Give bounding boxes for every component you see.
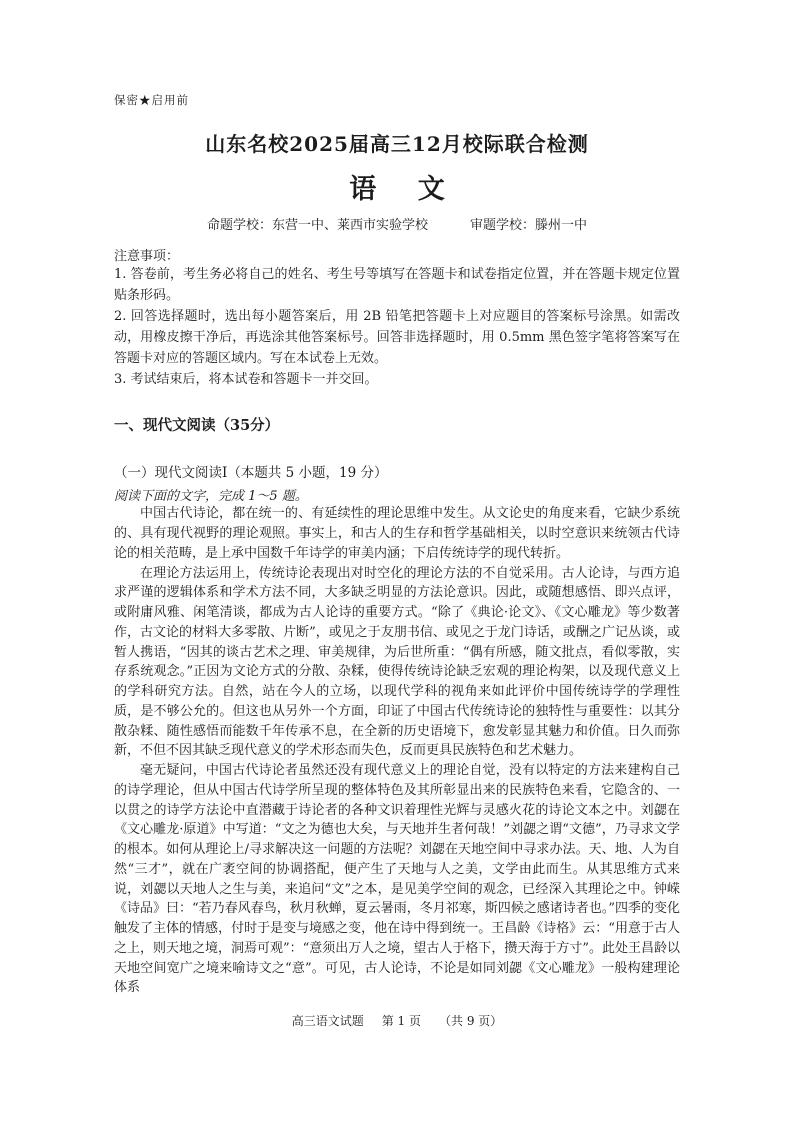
confidential-notice: 保密★启用前 — [114, 93, 189, 107]
footer-total-pages: （共 9 页） — [439, 1014, 503, 1029]
footer-doc-name: 高三语文试题 — [291, 1014, 364, 1029]
note-item: 1. 答卷前，考生务必将自己的姓名、考生号等填写在答题卡和试卷指定位置，并在答题卡规定位置贴条形码。 — [114, 267, 680, 304]
footer-page-number: 第 1 页 — [381, 1014, 421, 1029]
reviewing-school: 审题学校：滕州一中 — [470, 218, 588, 233]
body-paragraphs — [114, 504, 680, 998]
body-paragraph: 中国古代诗论，都在统一的、有延续性的理论思维中发生。从文论史的角度来看，它缺少系统的、具有现代视野的理论观照。事实上，和古人的生存和哲学基础相关，以时空意识来统领古代诗论的相关范畴，是上承中国数千年诗学的审美内涵；下启传统诗学的现代转折。 — [114, 506, 680, 561]
notes-list — [114, 264, 680, 390]
body-paragraph: 毫无疑问，中国古代诗论者虽然还没有现代意义上的理论自觉，没有以特定的方法来建构自己的诗学理论，但从中国古代诗学所呈现的整体特色及其所彰显出来的民族特色来看，它隐含的、一以贯之的诗学方法论中直潜藏于诗论者的各种文识着理性光辉与灵感火花的诗论文本之中。刘勰在《文心雕龙·原道》中写道：“文之为德也大矣，与天地并生者何哉！”刘勰之谓“文德”，乃寻求文学的根本。如何从理论上/寻求解决这一问题的方法呢？刘勰在天地空间中寻求办法。天、地、人为自然“三才”，就在广袤空间的协调搭配，便产生了天地与人之美，文学由此而生。从其思维方式来说，刘勰以天地人之生与美，来追问“文”之本，是见美学空间的观念，已经深入其理论之中。钟嵘《诗品》曰：“若乃春风春鸟，秋月秋蝉，夏云暑雨，冬月祁寒，斯四候之感诸诗者也。”四季的变化触发了主体的情感，付时于是变与境感之变，他在诗中得到统一。王昌龄《诗格》云：“用意于古人之上，则天地之境，洞焉可观”：“意须出万人之境，望古人于格下，攒天海于方寸”。此处王昌龄以天地空间宽广之境来喻诗文之“意”。可见，古人论诗，不论是如同刘勰《文心雕龙》一般构建理论体系 — [114, 763, 680, 996]
exam-title: 山东名校2025届高三12月校际联合检测 — [205, 132, 589, 156]
schools-line — [114, 214, 680, 233]
notes-label: 注意事项： — [114, 249, 180, 264]
subject-title: 语 文 — [349, 174, 461, 205]
proposing-school: 命题学校：东营一中、莱西市实验学校 — [206, 218, 428, 233]
note-item: 2. 回答选择题时，选出每小题答案后，用 2B 铅笔把答题卡上对应题目的答案标号涂黑。如需改动，用橡皮擦干净后，再选涂其他答案标号。回答非选择题时，用 0.5mm 黑色签字笔将答案写在答题卡对应的答题区域内。写在本试卷上无效。 — [114, 309, 680, 367]
page-footer — [114, 1012, 680, 1029]
note-item: 3. 考试结束后，将本试卷和答题卡一并交回。 — [114, 372, 378, 388]
sub-heading-reading-one: （一）现代文阅读Ⅰ（本题共 5 小题，19 分） — [114, 465, 388, 482]
body-paragraph: 在理论方法运用上，传统诗论表现出对时空化的理论方法的不自觉采用。古人论诗，与西方追求严谨的逻辑体系和学术方法不同，大多缺乏明显的方法论意识。因此，或随想感悟、即兴点评，或附庸风雅、闲笔清谈，都成为古人论诗的重要方式。“除了《典论·论文》、《文心雕龙》等少数著作，古文论的材料大多零散、片断”，或见之于友朋书信、或见之于龙门诗话，或酬之广记丛谈，或暂人携语，“因其的谈古艺术之理、审美规律，为后世所重：“偶有所感，随文批点，看似零散，实存系统观念。”正因为文论方式的分散、杂糅，使得传统诗论缺乏宏观的理论构架，以及现代意义上的学科研究方法。自然，站在今人的立场，以现代学科的视角来如此评价中国传统诗学的学理性质，是不够公允的。但这也从另外一个方面，印证了中国古代传统诗论的独特性与重要性：以其分散杂糅、随性感悟而能数千年传承不息，在全新的历史语境下，愈发彰显其魅力和价值。日久而弥新，不但不因其缺乏现代意义的学术形态而失色，反而更具民族特色和艺术魅力。 — [114, 565, 680, 759]
reading-instruction: 阅读下面的文字，完成 1～5 题。 — [114, 489, 308, 505]
section-heading-modern-reading: 一、现代文阅读（35分） — [114, 417, 280, 435]
